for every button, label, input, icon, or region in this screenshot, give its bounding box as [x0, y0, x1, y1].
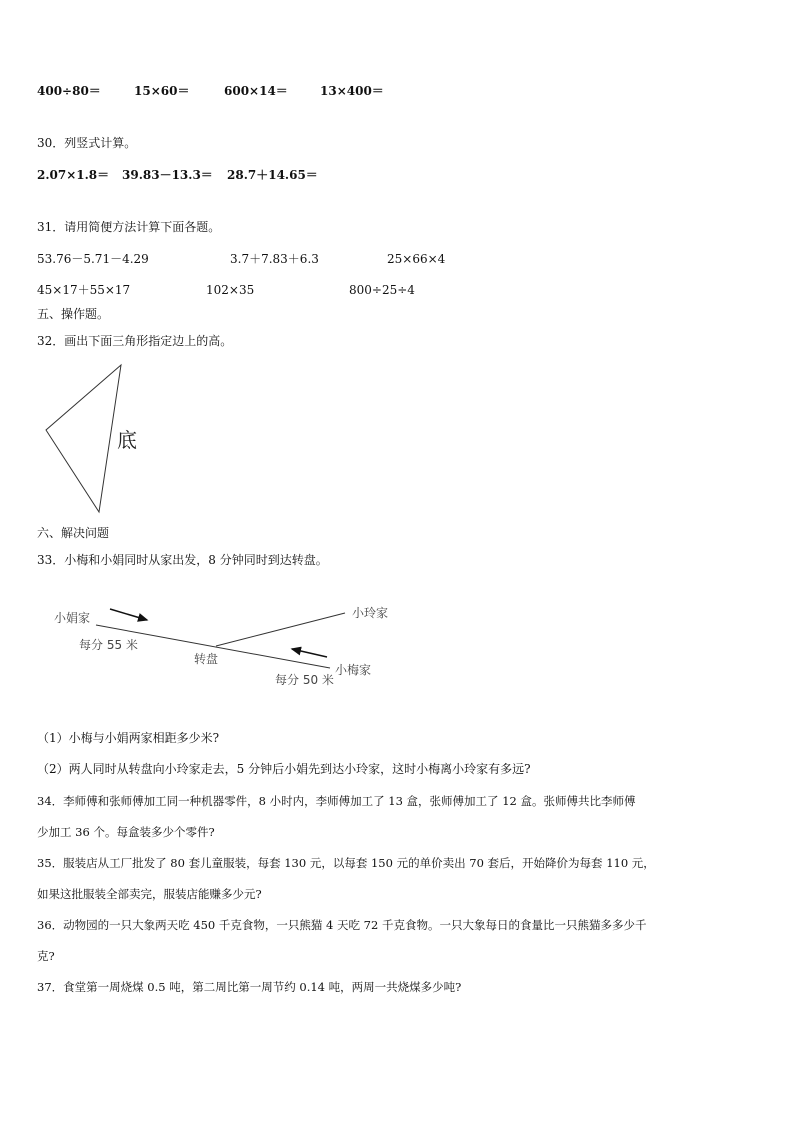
label-ling-home: 小玲家 [352, 606, 389, 620]
calc-item: 13×400＝ [320, 84, 384, 98]
label-speed-juan: 每分 55 米 [79, 638, 138, 652]
calc-item: 53.76－5.71－4.29 [37, 252, 149, 266]
label-speed-mei: 每分 50 米 [275, 673, 334, 687]
calc-item: 25×66×4 [387, 252, 446, 266]
question-34-line1: 34．李师傅和张师傅加工同一种机器零件，8 小时内，李师傅加工了 13 盒，张师傅加工了 12 盒。张师傅共比李师傅 [37, 794, 636, 808]
question-35-line2: 如果这批服装全部卖完，服装店能赚多少元? [37, 887, 262, 901]
calc-item: 28.7＋14.65＝ [227, 168, 318, 182]
calc-item: 102×35 [206, 283, 255, 297]
calc-item: 600×14＝ [224, 84, 288, 98]
question-36-line2: 克? [37, 949, 55, 963]
question-31-title: 31．请用简便方法计算下面各题。 [37, 220, 221, 234]
question-37-line1: 37．食堂第一周烧煤 0.5 吨，第二周比第一周节约 0.14 吨，两周一共烧煤多少吨? [37, 980, 462, 994]
section-heading: 六、解决问题 [37, 526, 110, 540]
label-juan-home: 小娟家 [54, 611, 91, 625]
calc-item: 39.83－13.3＝ [122, 168, 213, 182]
calc-item: 800÷25÷4 [349, 283, 415, 297]
question-33-sub1: （1）小梅与小娟两家相距多少米? [37, 731, 220, 745]
calc-item: 400÷80＝ [37, 84, 101, 98]
calc-item: 45×17＋55×17 [37, 283, 131, 297]
calc-item: 2.07×1.8＝ [37, 168, 110, 182]
base-label: 底 [117, 428, 137, 452]
question-35-line1: 35．服装店从工厂批发了 80 套儿童服装，每套 130 元，以每套 150 元的单价卖出 70 套后，开始降价为每套 110 元， [37, 856, 655, 870]
question-36-line1: 36．动物园的一只大象两天吃 450 千克食物，一只熊猫 4 天吃 72 千克食物。一只大象每日的食量比一只熊猫多多少千 [37, 918, 647, 932]
calc-item: 15×60＝ [134, 84, 190, 98]
arrow-icon [292, 649, 327, 657]
arrow-icon [110, 609, 147, 620]
road-line [216, 613, 345, 646]
question-33-sub2: （2）两人同时从转盘向小玲家走去，5 分钟后小娟先到达小玲家，这时小梅离小玲家有多远? [37, 762, 531, 776]
question-32-title: 32．画出下面三角形指定边上的高。 [37, 334, 233, 348]
question-34-line2: 少加工 36 个。每盒装多少个零件? [37, 825, 215, 839]
label-roundabout: 转盘 [194, 652, 219, 666]
label-mei-home: 小梅家 [335, 663, 372, 677]
question-33-title: 33．小梅和小娟同时从家出发，8 分钟同时到达转盘。 [37, 553, 328, 567]
calc-item: 3.7＋7.83＋6.3 [230, 252, 319, 266]
section-heading: 五、操作题。 [37, 307, 110, 321]
question-30-title: 30．列竖式计算。 [37, 136, 137, 150]
